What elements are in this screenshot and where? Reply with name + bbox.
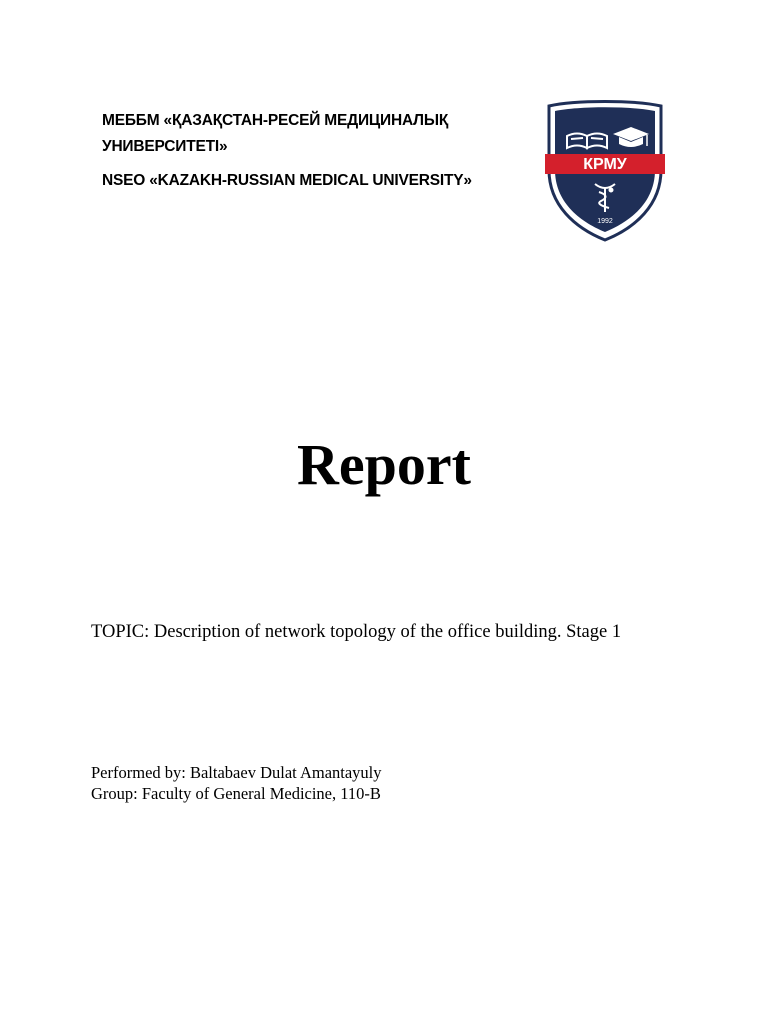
university-logo [545, 100, 665, 242]
report-topic: TOPIC: Description of network topology of the office building. Stage 1 [91, 622, 622, 642]
performed-by: Performed by: Baltabaev Dulat Amantayuly [91, 763, 382, 782]
group-info: Group: Faculty of General Medicine, 110-B [91, 784, 381, 803]
author-info [91, 762, 691, 804]
report-title: Report [297, 432, 471, 497]
header-kz-line2: УНИВЕРСИТЕТІ» [102, 138, 228, 155]
header-en-line: NSEO «KAZAKH-RUSSIAN MEDICAL UNIVERSITY» [102, 172, 472, 189]
header-kz-line1: МЕББМ «ҚАЗАҚСТАН-РЕСЕЙ МЕДИЦИНАЛЫҚ [102, 112, 449, 129]
logo-text: КРМУ [583, 156, 627, 173]
logo-year: 1992 [597, 218, 613, 225]
university-header [102, 108, 532, 194]
